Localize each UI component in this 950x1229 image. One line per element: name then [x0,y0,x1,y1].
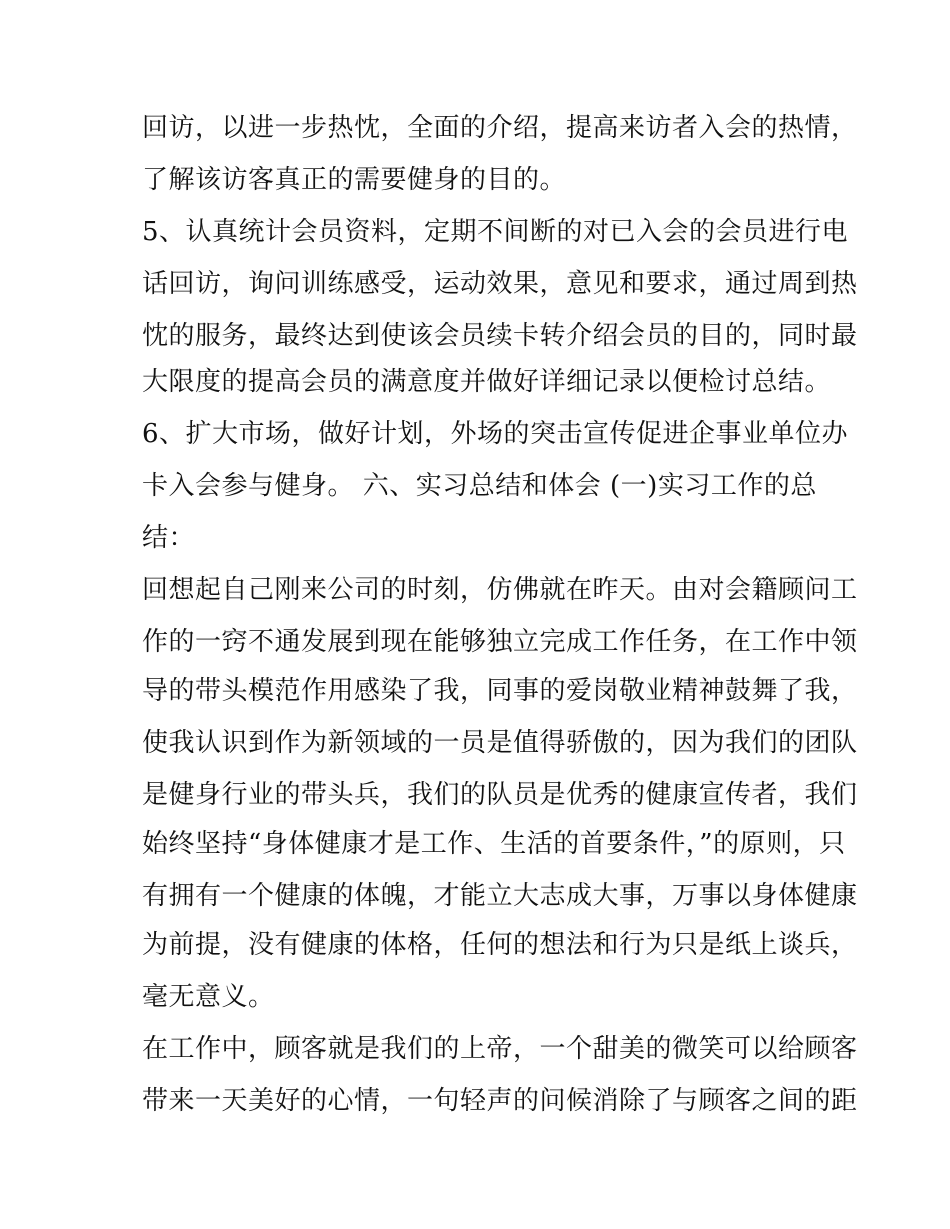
text-line: 忱的服务，最终达到使该会员续卡转介绍会员的目的，同时最 [142,321,858,351]
text-line: 大限度的提高会员的满意度并做好详细记录以便检讨总结。 [142,367,832,397]
text-line: 有拥有一个健康的体魄，才能立大志成大事，万事以身体健康 [142,881,858,911]
text-line: 结： [142,523,196,553]
text-line: 为前提，没有健康的体格，任何的想法和行为只是纸上谈兵， [142,930,858,960]
text-line: 6、扩大市场，做好计划，外场的突击宣传促进企事业单位办 [142,419,849,449]
text-line: 导的带头模范作用感染了我，同事的爱岗敬业精神鼓舞了我， [142,676,858,706]
text-line: 了解该访客真正的需要健身的目的。 [142,165,567,195]
text-line: 毫无意义。 [142,982,275,1012]
text-line: 带来一天美好的心情，一句轻声的问候消除了与顾客之间的距 [142,1086,858,1116]
text-line: 作的一窍不通发展到现在能够独立完成工作任务，在工作中领 [142,627,858,657]
text-line: 在工作中，顾客就是我们的上帝，一个甜美的微笑可以给顾客 [142,1034,858,1064]
text-line: 是健身行业的带头兵，我们的队员是优秀的健康宣传者，我们 [142,780,858,810]
text-line: 使我认识到作为新领域的一员是值得骄傲的，因为我们的团队 [142,728,858,758]
text-line: 话回访，询问训练感受，运动效果，意见和要求，通过周到热 [142,269,858,299]
text-line: 回想起自己刚来公司的时刻，仿佛就在昨天。由对会籍顾问工 [142,575,858,605]
text-line: 卡入会参与健身。 六、实习总结和体会 (一)实习工作的总 [142,471,817,501]
text-line: 始终坚持“身体健康才是工作、生活的首要条件，”的原则，只 [142,829,846,859]
text-line: 回访，以进一步热忱，全面的介绍，提高来访者入会的热情， [142,113,858,143]
text-line: 5、认真统计会员资料，定期不间断的对已入会的会员进行电 [142,217,849,247]
